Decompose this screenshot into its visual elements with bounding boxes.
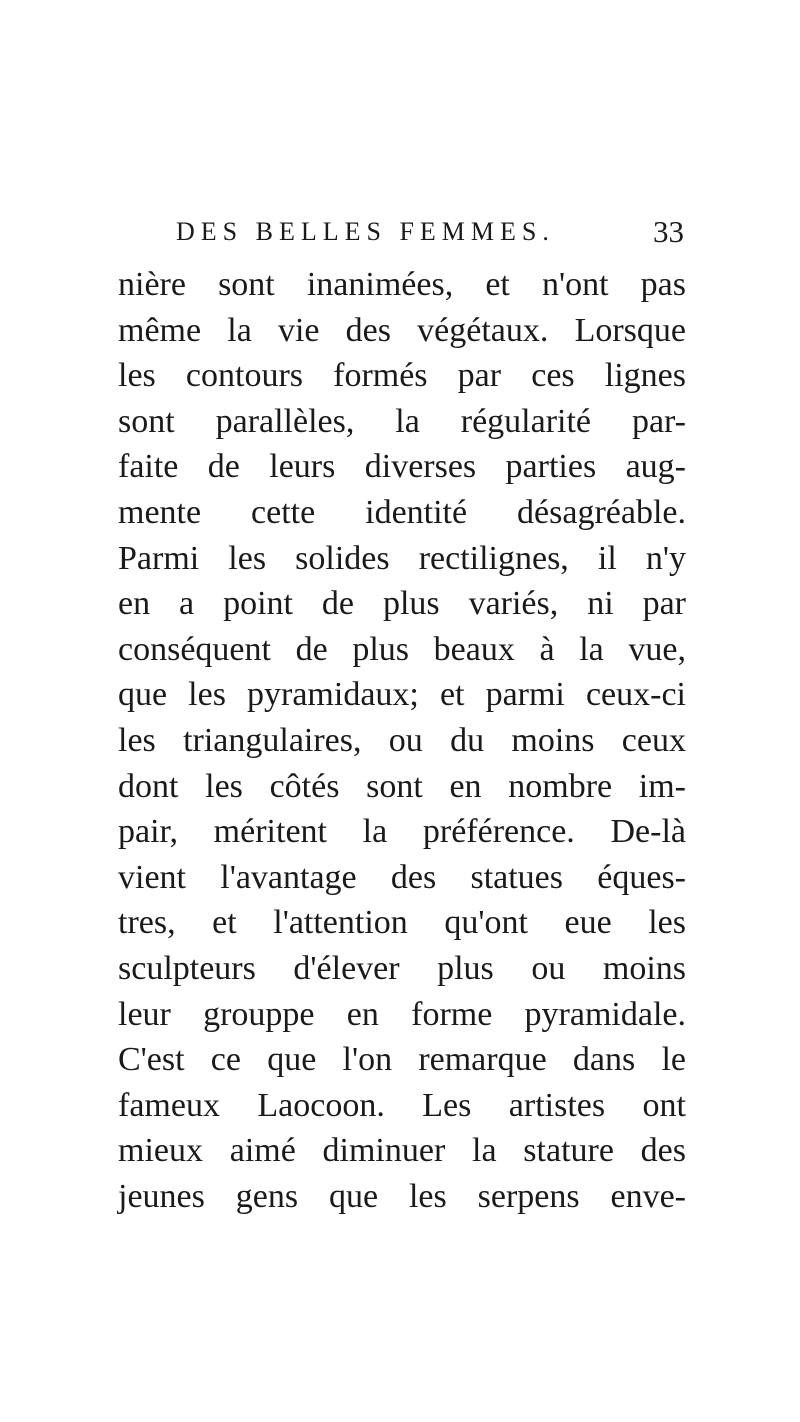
text-line: C'est ce que l'on remarque dans le <box>118 1041 686 1079</box>
text-line: même la vie des végétaux. Lorsque <box>118 311 686 349</box>
page-number: 33 <box>653 214 684 249</box>
text-line: faite de leurs diverses parties aug- <box>118 448 686 486</box>
text-line: mieux aimé diminuer la stature des <box>118 1132 686 1170</box>
text-line: vient l'avantage des statues éques- <box>118 858 686 896</box>
text-line: fameux Laocoon. Les artistes ont <box>118 1086 686 1124</box>
running-title: DES BELLES FEMMES. <box>176 217 555 246</box>
text-line: tres, et l'attention qu'ont eue les <box>118 904 686 942</box>
text-line: pair, méritent la préférence. De-là <box>118 813 686 851</box>
text-line: nière sont inanimées, et n'ont pas <box>118 266 686 303</box>
text-line: sculpteurs d'élever plus ou moins <box>118 949 686 987</box>
text-line: que les pyramidaux; et parmi ceux-ci <box>118 676 686 714</box>
text-line: dont les côtés sont en nombre im- <box>118 767 686 805</box>
text-line: conséquent de plus beaux à la vue, <box>118 630 686 668</box>
running-head <box>118 212 686 252</box>
text-line: sont parallèles, la régularité par- <box>118 402 686 440</box>
text-line: les contours formés par ces lignes <box>118 357 686 395</box>
text-line: les triangulaires, ou du moins ceux <box>118 721 686 759</box>
text-line: leur grouppe en forme pyramidale. <box>118 995 686 1033</box>
text-line: jeunes gens que les serpens enve- <box>118 1177 686 1215</box>
text-line: Parmi les solides rectilignes, il n'y <box>118 539 686 577</box>
text-line: mente cette identité désagréable. <box>118 493 686 531</box>
text-line: en a point de plus variés, ni par <box>118 585 686 623</box>
body-text <box>118 262 686 1219</box>
